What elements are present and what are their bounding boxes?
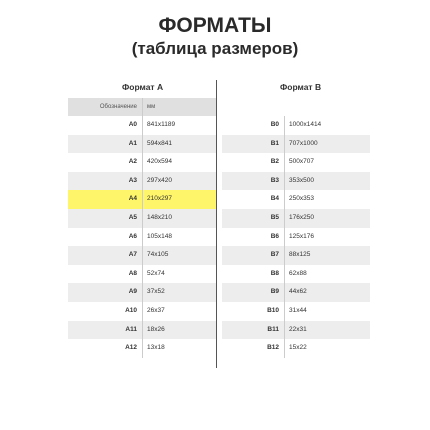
table-row <box>68 321 216 340</box>
table-row <box>68 135 216 154</box>
table-row <box>222 246 370 265</box>
table-row <box>222 339 370 358</box>
format-name-cell: В12 <box>267 344 279 352</box>
format-a-table <box>68 78 216 358</box>
table-row <box>222 302 370 321</box>
format-name-cell: А0 <box>128 121 137 128</box>
format-size-cell: 148x210 <box>142 209 216 228</box>
format-name-cell: В5 <box>270 213 279 221</box>
table-row <box>222 321 370 340</box>
format-name-cell: А4 <box>128 195 137 203</box>
format-size-cell: 62x88 <box>284 265 370 284</box>
format-size-cell: 44x62 <box>284 283 370 302</box>
table-row <box>68 246 216 265</box>
format-name-cell: А2 <box>128 158 137 166</box>
table-row <box>68 116 216 135</box>
column-divider <box>216 80 217 368</box>
format-size-cell: 125x176 <box>284 228 370 247</box>
table-row <box>68 172 216 191</box>
table-row <box>68 153 216 172</box>
format-name-cell: А7 <box>128 251 137 259</box>
format-size-cell: 15x22 <box>284 339 370 358</box>
format-name-cell: В2 <box>270 158 279 166</box>
table-row <box>68 339 216 358</box>
format-name-cell: А12 <box>125 344 137 352</box>
format-name-cell: В11 <box>267 325 279 333</box>
format-size-cell: 74x105 <box>142 246 216 265</box>
column-header-designation: Обозначение <box>99 104 137 110</box>
table-row <box>222 172 370 191</box>
format-name-cell: А11 <box>125 325 137 333</box>
table-row <box>68 190 216 209</box>
format-a-heading: Формат А <box>122 82 164 92</box>
table-header-row <box>68 98 216 116</box>
format-name-cell: А1 <box>128 139 137 147</box>
format-name-cell: В9 <box>270 288 279 296</box>
table-row <box>222 116 370 135</box>
table-row <box>222 135 370 154</box>
table-row <box>222 153 370 172</box>
format-size-cell: 210x297 <box>142 190 216 209</box>
table-row <box>68 209 216 228</box>
format-name-cell: В8 <box>270 269 279 277</box>
format-name-cell: А10 <box>125 306 137 314</box>
table-row <box>222 209 370 228</box>
format-name-cell: В1 <box>270 139 279 147</box>
format-size-cell: 52x74 <box>142 265 216 284</box>
page-title: ФОРМАТЫ <box>158 14 272 37</box>
format-name-cell: В10 <box>267 306 279 314</box>
format-size-cell: 37x52 <box>142 283 216 302</box>
format-name-cell: В4 <box>270 195 279 203</box>
format-name-cell: А9 <box>128 288 137 296</box>
format-name-cell: А3 <box>128 176 137 184</box>
format-name-cell: А8 <box>128 269 137 277</box>
format-b-heading: Формат В <box>280 82 322 92</box>
format-name-cell: В7 <box>270 251 279 259</box>
format-name-cell: В0 <box>270 121 279 128</box>
format-size-cell: 1000x1414 <box>284 116 370 135</box>
table-row <box>222 190 370 209</box>
format-size-cell: 13x18 <box>142 339 216 358</box>
format-size-cell: 18x26 <box>142 321 216 340</box>
format-size-cell: 105x148 <box>142 228 216 247</box>
table-row <box>222 265 370 284</box>
format-size-cell: 31x44 <box>284 302 370 321</box>
format-name-cell: А6 <box>128 232 137 240</box>
format-name-cell: В3 <box>270 176 279 184</box>
format-size-cell: 841x1189 <box>142 116 216 135</box>
table-row <box>68 265 216 284</box>
format-size-cell: 26x37 <box>142 302 216 321</box>
format-size-cell: 594x841 <box>142 135 216 154</box>
format-size-cell: 250x353 <box>284 190 370 209</box>
format-b-rows <box>222 116 370 358</box>
page-subtitle: (таблица размеров) <box>131 39 299 58</box>
table-row <box>68 302 216 321</box>
format-a-rows <box>68 116 216 358</box>
format-size-cell: 297x420 <box>142 172 216 191</box>
format-size-cell: 353x500 <box>284 172 370 191</box>
format-size-cell: 707x1000 <box>284 135 370 154</box>
table-row <box>222 228 370 247</box>
format-size-cell: 500x707 <box>284 153 370 172</box>
table-row <box>222 283 370 302</box>
table-row <box>68 283 216 302</box>
table-row <box>68 228 216 247</box>
column-header-mm: мм <box>142 98 216 116</box>
format-name-cell: В6 <box>270 232 279 240</box>
format-b-table <box>222 78 370 358</box>
format-size-cell: 22x31 <box>284 321 370 340</box>
format-size-cell: 88x125 <box>284 246 370 265</box>
format-size-cell: 176x250 <box>284 209 370 228</box>
table-header-spacer <box>222 96 370 116</box>
format-name-cell: А5 <box>128 213 137 221</box>
format-size-cell: 420x594 <box>142 153 216 172</box>
